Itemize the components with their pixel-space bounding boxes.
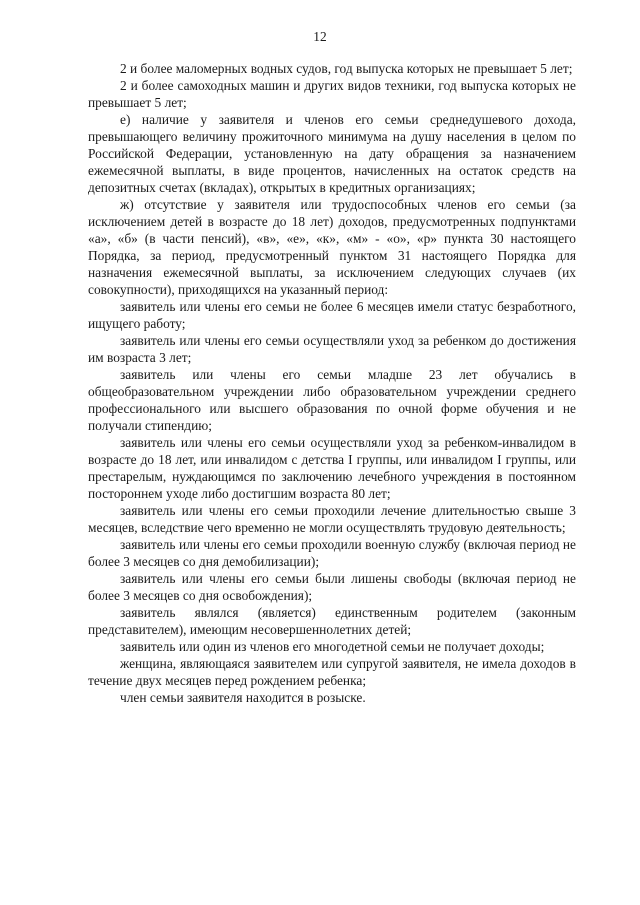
page-number: 12 bbox=[313, 29, 327, 44]
paragraph-imprisonment: заявитель или члены его семьи были лишены свободы (включая период не более 3 месяцев со дня освобождения); bbox=[88, 571, 576, 603]
paragraph-self-propelled-machines: 2 и более самоходных машин и других видов техники, год выпуска которых не превышает 5 лет; bbox=[88, 78, 576, 110]
paragraph-single-parent: заявитель являлся (является) единственным родителем (законным представителем), имеющим несовершеннолетних детей; bbox=[88, 605, 576, 637]
paragraph-family-member-wanted: член семьи заявителя находится в розыске. bbox=[120, 690, 366, 705]
document-body bbox=[88, 60, 576, 706]
paragraph-item-zh-no-income: ж) отсутствие у заявителя или трудоспособных членов его семьи (за исключением детей в возрасте до 18 лет) доходов, предусмотренных подпунктами «а», «б» (в части пенсий), «в», «е», «к», «м» - «о», «р» пункта 30 настоящего Порядка, за период, предусмотренный пунктом 31 настоящего Порядка для назначения ежемесячной выплаты, за исключением следующих случаев (их совокупности), приходящихся на указанный период: bbox=[88, 197, 576, 297]
paragraph-large-family-no-income: заявитель или один из членов его многодетной семьи не получает доходы; bbox=[120, 639, 545, 654]
paragraph-military-service: заявитель или члены его семьи проходили военную службу (включая период не более 3 месяцев со дня демобилизации); bbox=[88, 537, 576, 569]
paragraph-item-e-deposit-interest: е) наличие у заявителя и членов его семьи среднедушевого дохода, превышающего величину прожиточного минимума на душу населения в целом по Российской Федерации, установленную на дату обращения за назначением ежемесячной выплаты, в виде процентов, начисленных на остаток средств на депозитных счетах (вкладах), открытых в кредитных организациях; bbox=[88, 112, 576, 195]
paragraph-small-vessels: 2 и более маломерных водных судов, год выпуска которых не превышает 5 лет; bbox=[120, 61, 573, 76]
paragraph-full-time-study: заявитель или члены его семьи младше 23 лет обучались в общеобразовательном учреждении либо образовательном учреждении среднего профессионального или высшего образования по очной форме обучения и не получали стипендию; bbox=[88, 367, 576, 433]
paragraph-pregnancy-no-income: женщина, являющаяся заявителем или супругой заявителя, не имела доходов в течение двух месяцев перед рождением ребенка; bbox=[88, 656, 576, 688]
paragraph-child-care-3-years: заявитель или члены его семьи осуществляли уход за ребенком до достижения им возраста 3 лет; bbox=[88, 333, 576, 365]
paragraph-unemployed-status: заявитель или члены его семьи не более 6 месяцев имели статус безработного, ищущего работу; bbox=[88, 299, 576, 331]
paragraph-long-treatment: заявитель или члены его семьи проходили лечение длительностью свыше 3 месяцев, вследствие чего временно не могли осуществлять трудовую деятельность; bbox=[88, 503, 576, 535]
paragraph-disabled-care: заявитель или члены его семьи осуществляли уход за ребенком-инвалидом в возрасте до 18 лет, или инвалидом с детства I группы, или инвалидом I группы, или престарелым, нуждающимся по заключению лечебного учреждения в постоянном постороннем уходе либо достигшим возраста 80 лет; bbox=[88, 435, 576, 501]
